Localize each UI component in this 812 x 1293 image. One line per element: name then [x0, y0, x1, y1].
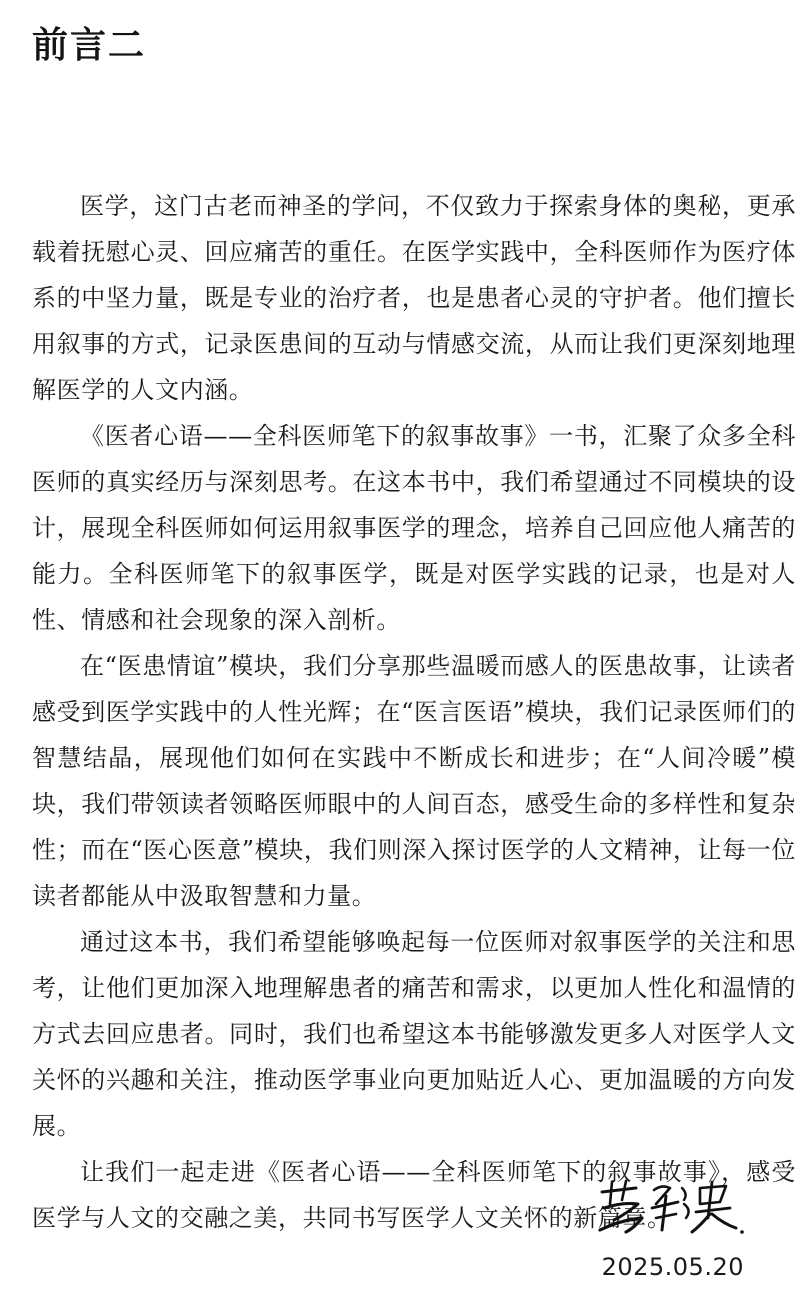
- preface-body: [32, 183, 796, 1241]
- paragraph-3: 在“医患情谊”模块，我们分享那些温暖而感人的医患故事，让读者感受到医学实践中的人性光辉；在“医言医语”模块，我们记录医师们的智慧结晶，展现他们如何在实践中不断成长和进步；在“人间冷暖”模块，我们带领读者领略医师眼中的人间百态，感受生命的多样性和复杂性；而在“医心医意”模块，我们则深入探讨医学的人文精神，让每一位读者都能从中汲取智慧和力量。: [32, 652, 796, 910]
- page-title: 前言二: [32, 25, 147, 66]
- signature-date: 2025.05.20: [601, 1253, 744, 1281]
- paragraph-5: 让我们一起走进《医者心语——全科医师笔下的叙事故事》，感受医学与人文的交融之美，共同书写医学人文关怀的新篇章。: [32, 1158, 796, 1232]
- paragraph-1: 医学，这门古老而神圣的学问，不仅致力于探索身体的奥秘，更承载着抚慰心灵、回应痛苦的重任。在医学实践中，全科医师作为医疗体系的中坚力量，既是专业的治疗者，也是患者心灵的守护者。他们擅长用叙事的方式，记录医患间的互动与情感交流，从而让我们更深刻地理解医学的人文内涵。: [32, 192, 796, 404]
- handwritten-signature: [596, 1178, 746, 1240]
- paragraph-4: 通过这本书，我们希望能够唤起每一位医师对叙事医学的关注和思考，让他们更加深入地理解患者的痛苦和需求，以更加人性化和温情的方式去回应患者。同时，我们也希望这本书能够激发更多人对医学人文关怀的兴趣和关注，推动医学事业向更加贴近人心、更加温暖的方向发展。: [32, 928, 796, 1140]
- paragraph-2: 《医者心语——全科医师笔下的叙事故事》一书，汇聚了众多全科医师的真实经历与深刻思考。在这本书中，我们希望通过不同模块的设计，展现全科医师如何运用叙事医学的理念，培养自己回应他人痛苦的能力。全科医师笔下的叙事医学，既是对医学实践的记录，也是对人性、情感和社会现象的深入剖析。: [32, 422, 796, 634]
